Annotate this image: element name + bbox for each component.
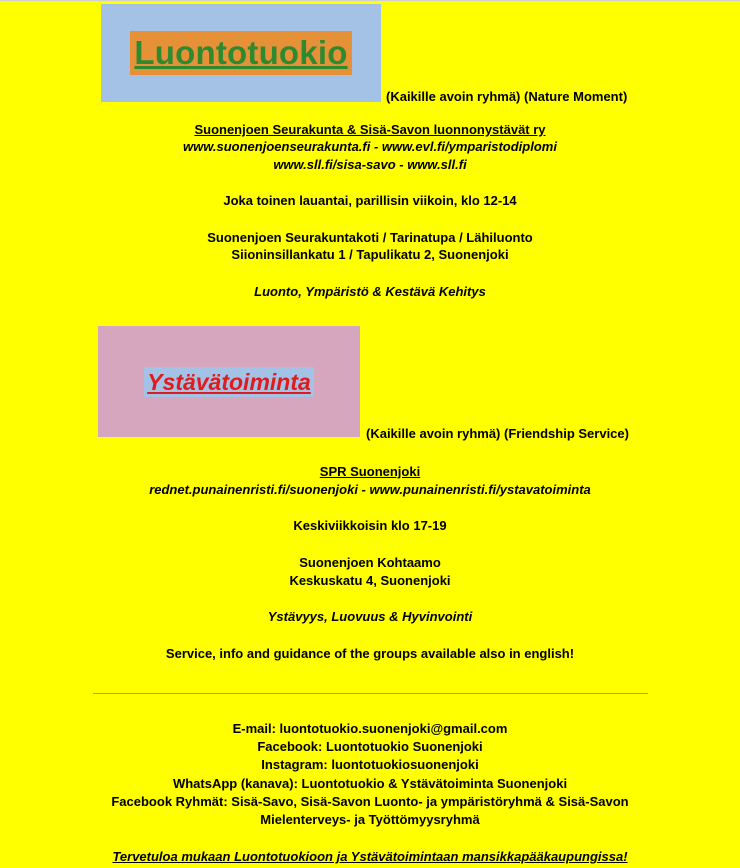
ystavatoiminta-banner-image bbox=[98, 326, 360, 437]
section-divider bbox=[93, 693, 648, 694]
friendship-theme: Ystävyys, Luovuus & Hyvinvointi bbox=[267, 609, 473, 624]
friendship-place-line-1: Suonenjoen Kohtaamo bbox=[299, 555, 441, 570]
ystavatoiminta-banner-title: Ystävätoiminta bbox=[144, 367, 314, 397]
contact-whatsapp: WhatsApp (kanava): Luontotuokio & Ystävätoiminta Suonenjoki bbox=[172, 776, 568, 791]
friendship-organizer: SPR Suonenjoki bbox=[319, 464, 421, 479]
english-service-note: Service, info and guidance of the groups available also in english! bbox=[165, 646, 575, 661]
welcome-message: Tervetuloa mukaan Luontotuokioon ja Ystävätoimintaan mansikkapääkaupungissa! bbox=[112, 849, 628, 864]
nature-schedule: Joka toinen lauantai, parillisin viikoin, klo 12-14 bbox=[223, 193, 517, 208]
nature-place-line-1: Suonenjoen Seurakuntakoti / Tarinatupa / Lähiluonto bbox=[207, 230, 533, 245]
nature-group-note: (Kaikille avoin ryhmä) (Nature Moment) bbox=[386, 89, 628, 104]
top-border bbox=[0, 0, 740, 1]
contact-instagram: Instagram: luontotuokiosuonenjoki bbox=[261, 757, 479, 772]
nature-theme: Luonto, Ympäristö & Kestävä Kehitys bbox=[254, 284, 486, 299]
contact-facebook-groups-line-1: Facebook Ryhmät: Sisä-Savo, Sisä-Savon Luonto- ja ympäristöryhmä & Sisä-Savon bbox=[111, 794, 629, 809]
luontotuokio-banner-image bbox=[101, 4, 381, 102]
nature-links-line-1: www.suonenjoenseurakunta.fi - www.evl.fi/ymparistodiplomi bbox=[183, 139, 557, 154]
nature-place-line-2: Siioninsillankatu 1 / Tapulikatu 2, Suonenjoki bbox=[231, 247, 509, 262]
nature-organizer: Suonenjoen Seurakunta & Sisä-Savon luonnonystävät ry bbox=[194, 122, 546, 137]
friendship-place-line-2: Keskuskatu 4, Suonenjoki bbox=[289, 573, 451, 588]
contact-email: E-mail: luontotuokio.suonenjoki@gmail.com bbox=[232, 721, 508, 736]
contact-facebook: Facebook: Luontotuokio Suonenjoki bbox=[257, 739, 483, 754]
friendship-links: rednet.punainenristi.fi/suonenjoki - www.punainenristi.fi/ystavatoiminta bbox=[149, 482, 591, 497]
luontotuokio-banner-title: Luontotuokio bbox=[130, 31, 351, 75]
friendship-schedule: Keskiviikkoisin klo 17-19 bbox=[293, 518, 447, 533]
nature-links-line-2: www.sll.fi/sisa-savo - www.sll.fi bbox=[273, 157, 467, 172]
contact-facebook-groups-line-2: Mielenterveys- ja Työttömyysryhmä bbox=[260, 812, 480, 827]
friendship-group-note: (Kaikille avoin ryhmä) (Friendship Service) bbox=[366, 426, 629, 441]
